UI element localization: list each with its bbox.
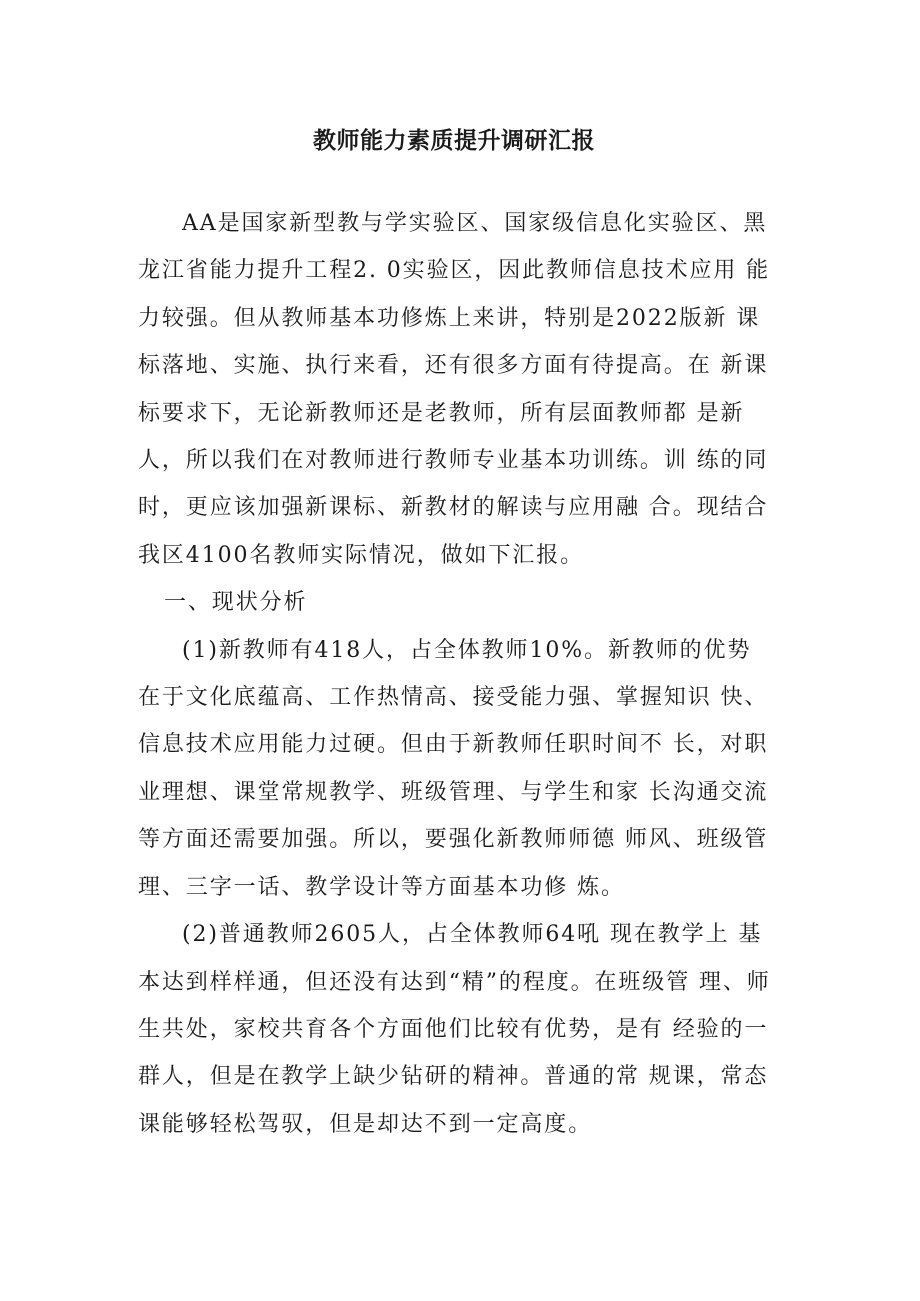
document-title: 教师能力素质提升调研汇报 — [313, 128, 595, 154]
new-teachers-paragraph: (1)新教师有418人，占全体教师10%。新教师的优势 在于文化底蕴高、工作热情高、接受能力强、掌握知识 快、信息技术应用能力过硬。但由于新教师任职时间不 长，对职业理想、课堂常规教学、班级管理、与学生和家 长沟通交流等方面还需要加强。所以，要强化新教师师德 师风、班级管理、三字一话、教学设计等方面基本功修 炼。 — [138, 637, 769, 900]
document-body — [138, 200, 778, 1148]
intro-paragraph: AA是国家新型教与学实验区、国家级信息化实验区、黑 龙江省能力提升工程2. 0实验区，因此教师信息技术应用 能力较强。但从教师基本功修炼上来讲，特别是2022版新 课标落地、实施、执行来看，还有很多方面有待提高。在 新课标要求下，无论新教师还是老教师，所有层面教师都 是新人，所以我们在对教师进行教师专业基本功训练。训 练的同时，更应该加强新课标、新教材的解读与应用融 合。现结合我区4100名教师实际情况，做如下汇报。 — [138, 211, 771, 568]
regular-teachers-paragraph: (2)普通教师2605人，占全体教师64吼 现在教学上 基本达到样样通，但还没有达到“精”的程度。在班级管 理、师生共处，家校共育各个方面他们比较有优势，是有 经验的一群人，但是在教学上缺少钻研的精神。普通的常 规课，常态课能够轻松驾驭，但是却达不到一定高度。 — [138, 922, 771, 1137]
section-heading: 一、现状分析 — [164, 590, 308, 616]
